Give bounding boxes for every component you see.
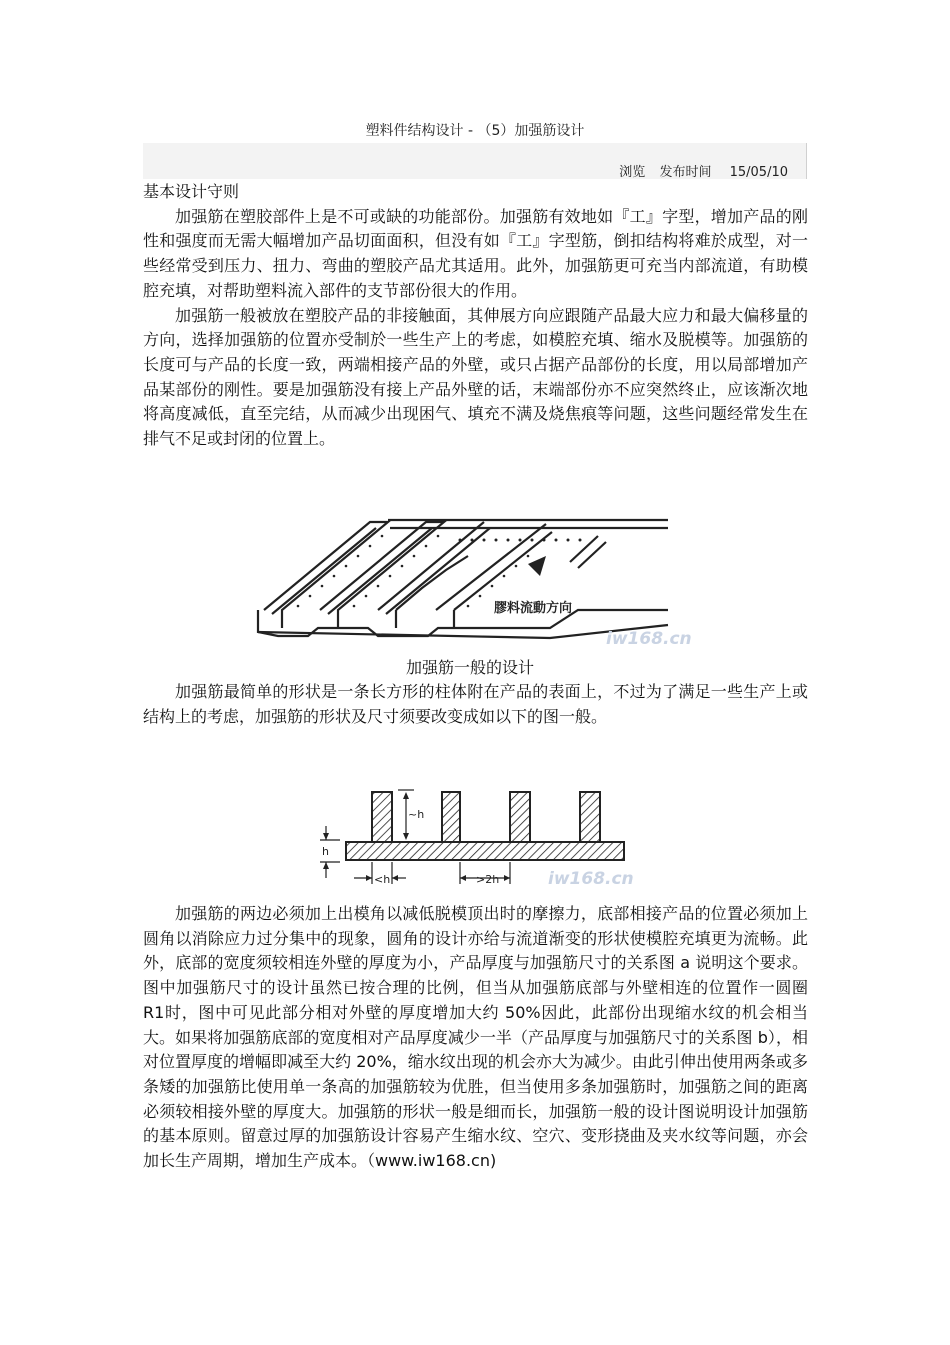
dim-thickness-label: h — [322, 845, 329, 858]
rib-details-section — [143, 902, 808, 1174]
dim-width-label: <h — [374, 873, 391, 886]
dim-height-label: ~h — [408, 808, 425, 821]
paragraph: 加强筋的两边必须加上出模角以减低脱模顶出时的摩擦力，底部相接产品的位置必须加上圆角以消除应力过分集中的现象，圆角的设计亦给与流道渐变的形状使模腔充填更为流畅。此外，底部的宽度须较相连外壁的厚度为小，产品厚度与加强筋尺寸的关系图 a 说明这个要求。图中加强筋尺寸的设计虽然已按合理的比例，但当从加强筋底部与外壁相连的位置作一圆圈 R1时，图中可见此部分相对外壁的厚度增加大约 50%因此，此部份出现缩水纹的机会相当大。如果将加强筋底部的宽度相对产品厚度减少一半（产品厚度与加强筋尺寸的关系图 b），相对位置厚度的增幅即减至大约 20%，缩水纹出现的机会亦大为减少。由此引伸出使用两条或多条矮的加强筋比使用单一条高的加强筋较为优胜，但当使用多条加强筋时，加强筋之间的距离必须较相接外壁的厚度大。加强筋的形状一般是细而长，加强筋一般的设计图说明设计加强筋的基本原则。留意过厚的加强筋设计容易产生缩水纹、空穴、变形挠曲及夹水纹等问题，亦会加长生产周期，增加生产成本。（www.iw168.cn) — [143, 904, 808, 1171]
dim-spacing-label: >2h — [476, 873, 500, 886]
publish-time-label: 发布时间 — [659, 165, 712, 180]
rib-flow-figure — [250, 510, 700, 660]
rib-shape-section — [143, 680, 808, 729]
watermark: iw168.cn — [548, 869, 634, 889]
meta-bar — [143, 143, 807, 179]
section-heading: 基本设计守则 — [143, 182, 240, 201]
paragraph: 加强筋在塑胶部件上是不可或缺的功能部份。加强筋有效地如『工』字型，增加产品的刚性和强度而无需大幅增加产品切面面积，但没有如『工』字型筋，倒扣结构将难於成型，对一些经常受到压力、扭力、弯曲的塑胶产品尤其适用。此外，加强筋更可充当内部流道，有助模腔充填，对帮助塑料流入部件的支节部份很大的作用。 — [143, 206, 808, 300]
meta-info — [609, 161, 788, 180]
paragraph: 加强筋最简单的形状是一条长方形的柱体附在产品的表面上，不过为了满足一些生产上或结构上的考虑，加强筋的形状及尺寸须要改变成如以下的图一般。 — [143, 682, 808, 726]
paragraph: 加强筋一般被放在塑胶产品的非接触面，其伸展方向应跟随产品最大应力和最大偏移量的方向，选择加强筋的位置亦受制於一些生产上的考虑，如模腔充填、缩水及脱模等。加强筋的长度可与产品的长度一致，两端相接产品的外壁，或只占据产品部份的长度，用以局部增加产品某部份的刚性。要是加强筋没有接上产品外壁的话，末端部份亦不应突然终止，应该渐次地将高度减低，直至完结，从而减少出现困气、填充不满及烧焦痕等问题，这些问题经常发生在排气不足或封闭的位置上。 — [143, 305, 808, 449]
watermark: iw168.cn — [606, 629, 692, 649]
figure-caption: 加强筋一般的设计 — [405, 658, 534, 677]
flow-direction-label: 膠料流動方向 — [494, 601, 573, 616]
publish-date: 15/05/10 — [729, 165, 788, 180]
view-count-label: 浏览 — [619, 165, 646, 180]
page-title: 塑料件结构设计 - （5）加强筋设计 — [365, 123, 585, 139]
intro-section — [143, 180, 808, 452]
rib-dimension-figure — [310, 780, 640, 895]
